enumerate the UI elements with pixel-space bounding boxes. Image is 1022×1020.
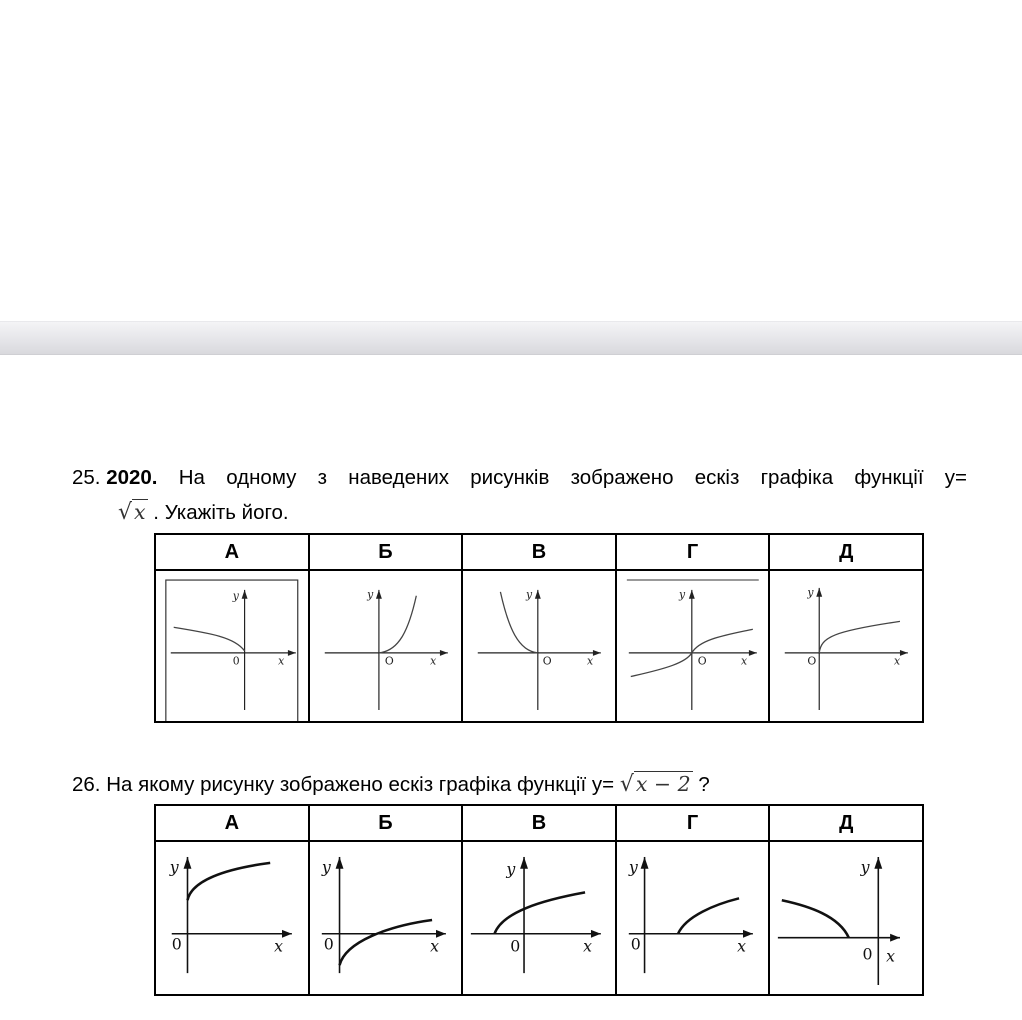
graph-26-g: [616, 841, 770, 995]
origin-label: 0: [630, 934, 641, 954]
answer-table-25: [154, 533, 924, 723]
y-axis-label: y: [321, 857, 331, 877]
graph-26-d-svg: [770, 842, 922, 994]
graph-26-b: [309, 841, 463, 995]
graph-25-b-svg: [310, 571, 462, 721]
y-axis-label: y: [169, 857, 179, 877]
x-axis-label: x: [278, 654, 285, 668]
x-axis-label: x: [583, 936, 593, 956]
option-header-b: Б: [309, 805, 463, 841]
x-axis-label: x: [740, 654, 747, 668]
graph-25-a: [155, 570, 309, 722]
option-header-d: Д: [769, 805, 923, 841]
graph-25-v-svg: [463, 571, 615, 721]
question-26-tail: ?: [698, 773, 710, 796]
graph-25-g-svg: [617, 571, 769, 721]
word: одному: [226, 466, 297, 489]
graph-25-a-svg: [156, 571, 308, 721]
y-axis-label: y: [232, 589, 239, 603]
graph-26-g-svg: [617, 842, 769, 994]
origin-label: 0: [323, 934, 334, 954]
x-axis-label: x: [274, 936, 284, 956]
y-axis-label: y: [807, 585, 814, 599]
word: наведених: [348, 466, 450, 489]
question-25-line-2: [118, 496, 289, 529]
graph-26-a: [155, 841, 309, 995]
graph-26-d: [769, 841, 923, 995]
x-axis-label: x: [429, 654, 436, 668]
origin-label: 0: [862, 944, 873, 964]
sqrt-formula: √x: [118, 500, 146, 525]
sqrt-formula: √x − 2: [619, 772, 691, 797]
y-axis-label: y: [628, 857, 638, 877]
word: графіка: [760, 466, 834, 489]
option-header-g: Г: [616, 805, 770, 841]
origin-label: O: [697, 654, 707, 668]
origin-label: 0: [510, 936, 521, 956]
y-axis-label: y: [366, 587, 373, 601]
origin-label: O: [542, 654, 552, 668]
y-axis-label: y: [526, 587, 533, 601]
y-axis-label: y: [506, 859, 516, 879]
question-25-tail: . Укажіть його.: [153, 501, 289, 524]
option-header-v: В: [462, 805, 616, 841]
answer-table-26: [154, 804, 924, 996]
x-axis-label: x: [736, 936, 746, 956]
x-axis-label: x: [429, 936, 439, 956]
graph-25-d: [769, 570, 923, 722]
y-axis-label: y: [860, 857, 870, 877]
x-axis-label: x: [587, 654, 594, 668]
graph-26-b-svg: [310, 842, 462, 994]
question-26-prefix: 26. На якому рисунку зображено ескіз графіка функції y=: [72, 773, 615, 796]
word: з: [317, 466, 328, 489]
question-number: 25. 2020.: [72, 466, 158, 489]
word: y=: [944, 466, 967, 489]
option-header-d: Д: [769, 534, 923, 570]
x-axis-label: x: [894, 654, 901, 668]
word: зображено: [570, 466, 674, 489]
page-divider: [0, 321, 1022, 355]
origin-label: 0: [171, 934, 182, 954]
x-axis-label: x: [886, 946, 896, 966]
graph-25-v: [462, 570, 616, 722]
origin-label: O: [384, 654, 394, 668]
option-header-v: В: [462, 534, 616, 570]
option-header-g: Г: [616, 534, 770, 570]
option-header-b: Б: [309, 534, 463, 570]
option-header-a: А: [155, 805, 309, 841]
word: функції: [854, 466, 924, 489]
graph-25-b: [309, 570, 463, 722]
question-25-line-1: [72, 462, 967, 494]
origin-label: O: [807, 654, 817, 668]
word: На: [178, 466, 205, 489]
graph-25-d-svg: [770, 571, 922, 721]
option-header-a: А: [155, 534, 309, 570]
graph-26-a-svg: [156, 842, 308, 994]
graph-26-v-svg: [463, 842, 615, 994]
graph-25-g: [616, 570, 770, 722]
question-26-line: [72, 768, 710, 801]
word: ескіз: [694, 466, 740, 489]
graph-26-v: [462, 841, 616, 995]
word: рисунків: [470, 466, 550, 489]
origin-label: 0: [232, 654, 240, 668]
y-axis-label: y: [678, 587, 685, 601]
